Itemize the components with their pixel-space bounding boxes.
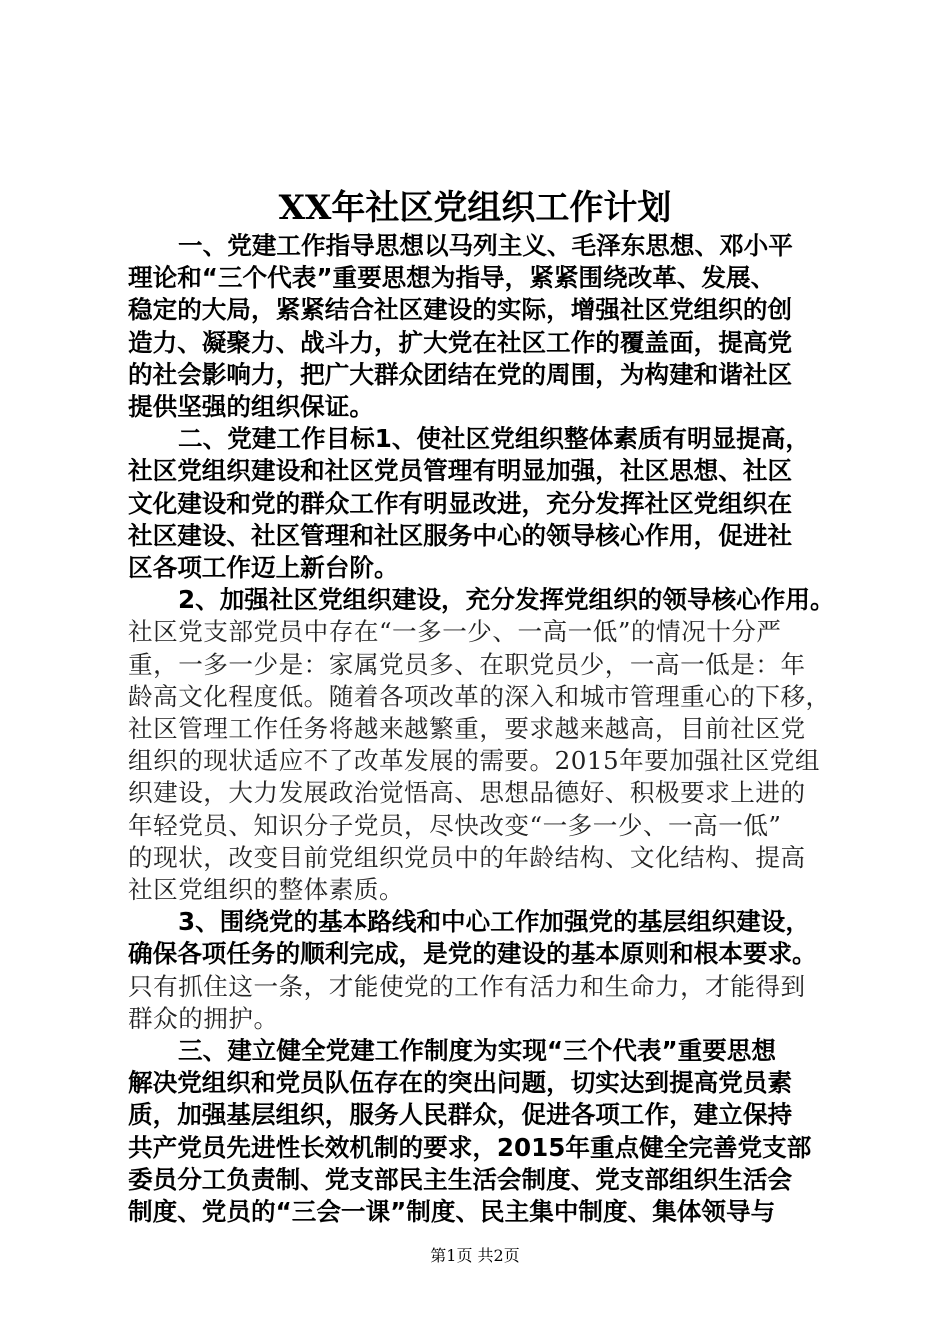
text-line: 质，加强基层组织，服务人民群众，促进各项工作，建立保持 [128,1100,793,1130]
text-line: 提供坚强的组织保证。 [128,392,374,421]
text-line: 龄高文化程度低。随着各项改革的深入和城市管理重心的下移， [128,681,831,711]
text-line: 年轻党员、知识分子党员，尽快改变“一多一少、一高一低” [128,810,782,840]
text-line: 织建设，大力发展政治觉悟高、思想品德好、积极要求上进的 [128,778,806,808]
text-line: 制度、党员的“三会一课”制度、民主集中制度、集体领导与 [128,1197,776,1226]
text-line: 只有抓住这一条，才能使党的工作有活力和生命力，才能得到 [128,971,806,1001]
text-line: 稳定的大局，紧紧结合社区建设的实际，增强社区党组织的创 [128,295,793,325]
text-line: 2、加强社区党组织建设，充分发挥党组织的领导核心作用。 [178,585,835,615]
text-line: 3、围绕党的基本路线和中心工作加强党的基层组织建设， [178,907,810,937]
text-line: 社区建设、社区管理和社区服务中心的领导核心作用，促进社 [128,520,793,550]
text-line: 社区党组织建设和社区党员管理有明显加强，社区思想、社区 [128,456,793,486]
text-line: 确保各项任务的顺利完成，是党的建设的基本原则和根本要求。 [128,939,817,969]
text-line: 的现状，改变目前党组织党员中的年龄结构、文化结构、提高 [128,842,806,872]
text-line: 的社会影响力，把广大群众团结在党的周围，为构建和谐社区 [128,359,793,389]
text-line: 造力、凝聚力、战斗力，扩大党在社区工作的覆盖面，提高党 [128,327,793,357]
text-line: 二、党建工作目标1、使社区党组织整体素质有明显提高， [178,424,810,454]
text-line: 三、建立健全党建工作制度为实现“三个代表”重要思想 [178,1036,776,1065]
document-title: XX年社区党组织工作计划 [278,188,672,228]
page-footer: 第1页 共2页 [430,1246,520,1265]
text-line: 社区党组织的整体素质。 [128,875,405,904]
text-line: 重，一多一少是：家属党员多、在职党员少，一高一低是：年 [128,649,806,679]
text-line: 一、党建工作指导思想以马列主义、毛泽东思想、邓小平 [178,231,793,260]
text-line: 组织的现状适应不了改革发展的需要。2015年要加强社区党组 [128,746,820,776]
text-line: 文化建设和党的群众工作有明显改进，充分发挥社区党组织在 [128,488,793,518]
text-line: 委员分工负责制、党支部民主生活会制度、党支部组织生活会 [128,1164,793,1194]
text-line: 理论和“三个代表”重要思想为指导，紧紧围绕改革、发展、 [128,263,776,293]
text-line: 社区管理工作任务将越来越繁重，要求越来越高，目前社区党 [128,714,806,743]
text-line: 共产党员先进性长效机制的要求，2015年重点健全完善党支部 [128,1132,812,1162]
text-line: 解决党组织和党员队伍存在的突出问题，切实达到提高党员素 [128,1068,793,1098]
text-line: 社区党支部党员中存在“一多一少、一高一低”的情况十分严 [128,617,782,647]
text-line: 区各项工作迈上新台阶。 [128,553,399,582]
text-line: 群众的拥护。 [128,1003,279,1033]
